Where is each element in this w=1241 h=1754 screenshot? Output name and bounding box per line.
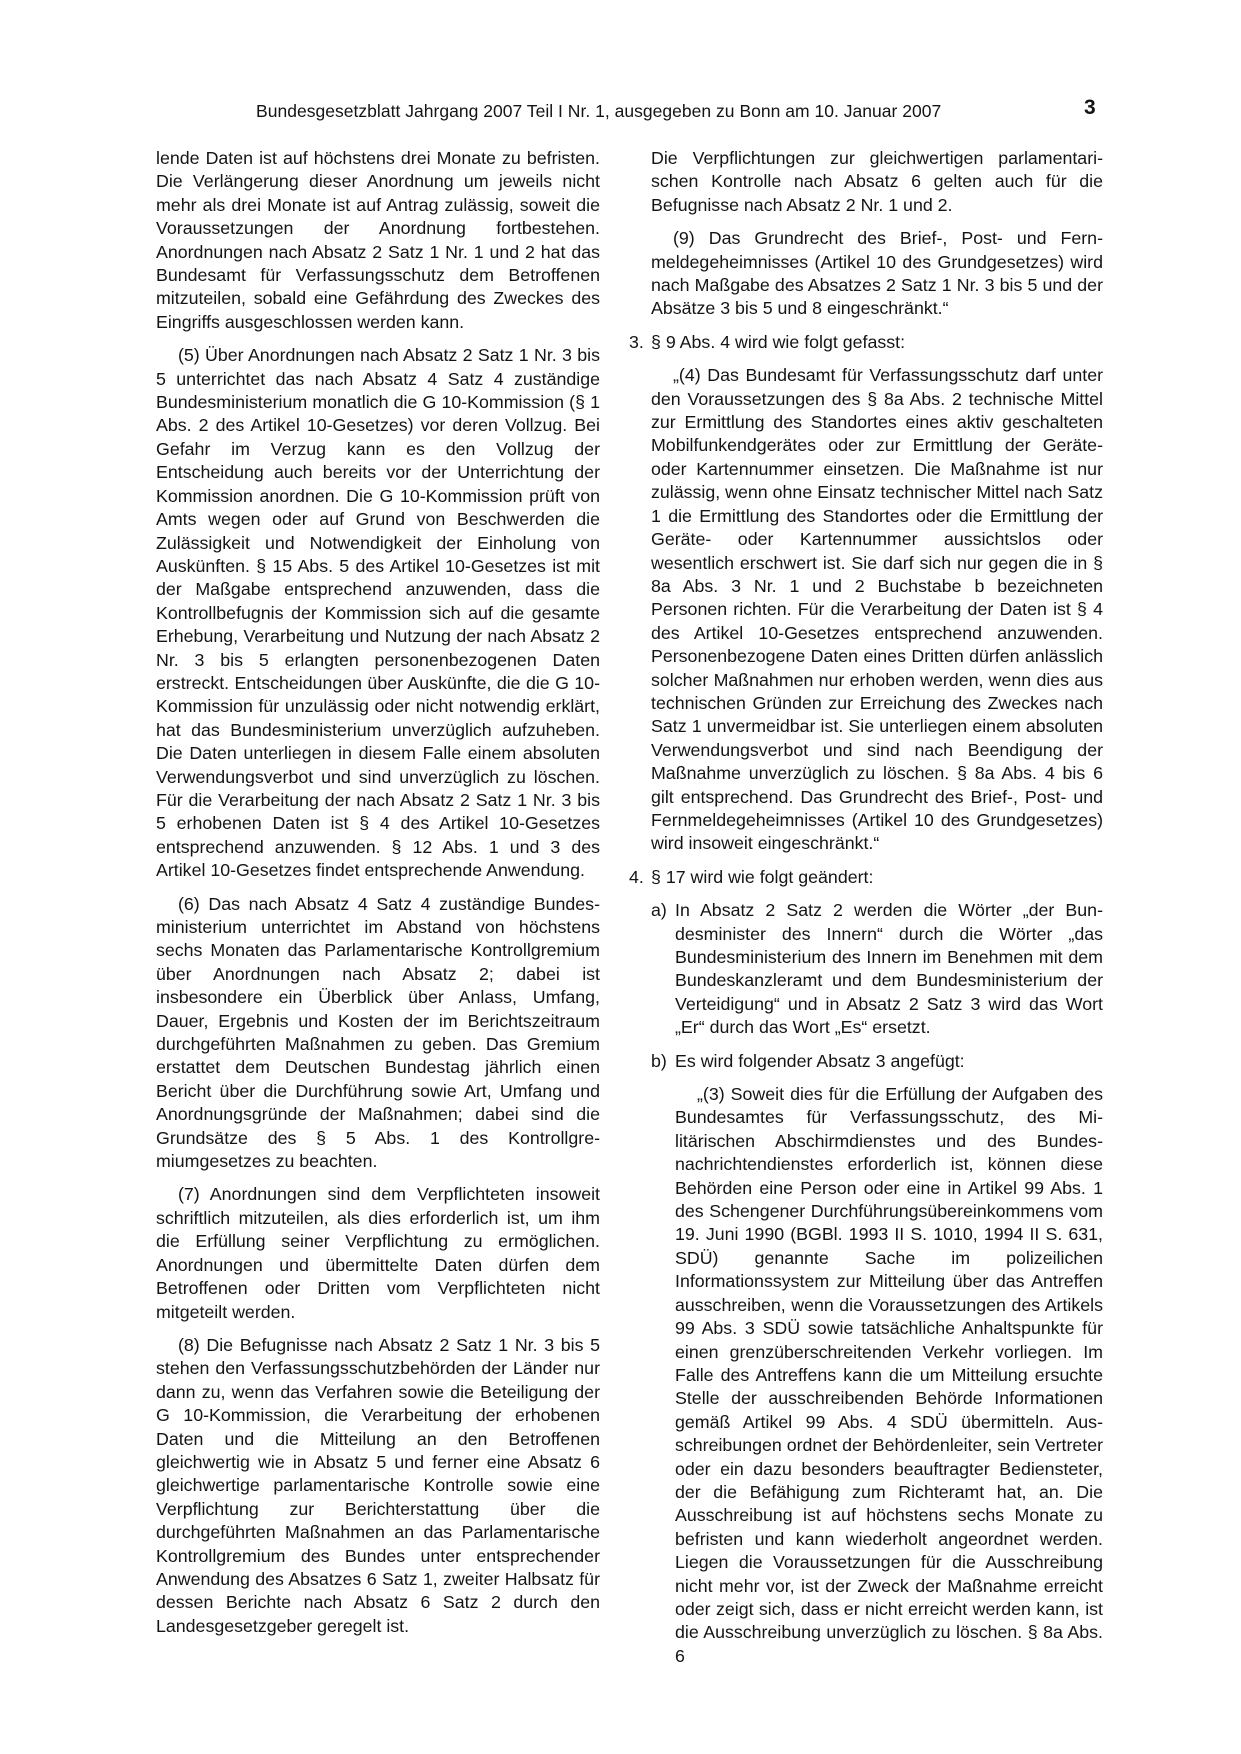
paragraph-5: (5) Über Anordnungen nach Absatz 2 Satz 1 Nr. 3 bis 5 unterrichtet das nach Absatz 4 Satz 4 zuständige Bundesministerium monatlich die G 10-Kommission (§ 1 Abs. 2 des Artikel 10-Gesetzes) vor deren Vollzug. Bei Gefahr im Verzug kann es den Vollzug der Entscheidung auch bereits vor der Unterrichtung der Kommission anordnen. Die G 10-Kommission prüft von Amts wegen oder auf Grund von Beschwerden die Zulässigkeit und Notwendigkeit der Einholung von Auskünften. § 15 Abs. 5 des Artikel 10-Gesetzes ist mit der Maßgabe entsprechend anzuwenden, dass die Kontrollbefugnis der Kommission sich auf die gesamte Erhebung, Verarbeitung und Nutzung der nach Absatz 2 Nr. 3 bis 5 erlangten personenbezogenen Daten erstreckt. Entscheidungen über Auskünfte, die die G 10-Kommission für unzulässig oder nicht notwendig erklärt, hat das Bundesministerium unverzüglich aufzuheben. Die Daten unterliegen in diesem Falle einem absoluten Verwendungsverbot und sind unverzüglich zu löschen. Für die Verarbeitung der nach Absatz 2 Satz 1 Nr. 3 bis 5 erhobenen Daten ist § 4 des Artikel 10-Gesetzes entsprechend anzuwenden. § 12 Abs. 1 und 3 des Artikel 10-Gesetzes findet entsprechende Anwendung. (156, 345, 600, 881)
list-item-number: 3. (629, 331, 644, 352)
sub-item-b (651, 1050, 1103, 1073)
list-item-4 (629, 866, 1103, 889)
sub-item-label: b) (651, 1050, 667, 1071)
paragraph-8: (8) Die Befugnisse nach Absatz 2 Satz 1 Nr. 3 bis 5 stehen den Verfassungsschutzbehörden der Länder nur dann zu, wenn das Verfahren sowie die Beteiligung der G 10-Kommission, die Verarbeitung der erhobenen Daten und die Mitteilung an den Betroffenen gleichwertig wie in Absatz 5 und ferner eine Absatz 6 gleichwertige parlamentarische Kontrolle sowie eine Verpflichtung zur Berichterstattung über die durchgeführten Maßnahmen an das Parlamentarische Kontrollgremium des Bundes unter entsprechender Anwendung des Absatzes 6 Satz 1, zweiter Halbsatz für dessen Berichte nach Absatz 6 Satz 2 durch den Landesgesetzgeber geregelt ist. (156, 1334, 600, 1636)
left-column (156, 147, 600, 1638)
list-item-number: 4. (629, 866, 644, 887)
paragraph-6: (6) Das nach Absatz 4 Satz 4 zuständige Bundesministerium unterrichtet im Abstand von höchstens sechs Monaten das Parlamentarische Kontrollgremium über Anordnungen nach Absatz 2; dabei ist insbesondere ein Überblick über Anlass, Umfang, Dauer, Ergebnis und Kosten der im Berichtszeitraum durchgeführten Maßnahmen zu geben. Das Gremium erstattet dem Deutschen Bundestag jährlich einen Bericht über die Durchführung sowie Art, Umfang und Anordnungsgründe der Maßnahmen; dabei sind die Grundsätze des § 5 Abs. 1 des Kontrollgremiumgesetzes zu beachten. (156, 893, 600, 1172)
list-item-3 (629, 331, 1103, 354)
running-header: Bundesgesetzblatt Jahrgang 2007 Teil I Nr. 1, ausgegeben zu Bonn am 10. Januar 2007 (256, 101, 942, 121)
list-item-text: § 17 wird wie folgt geändert: (651, 866, 874, 887)
sub-item-text: Es wird folgender Absatz 3 angefügt: (675, 1050, 965, 1071)
list-item-text: § 9 Abs. 4 wird wie folgt gefasst: (651, 331, 906, 352)
paragraph-continuation: lende Daten ist auf höchstens drei Monate zu befristen. Die Verlängerung dieser Anordnung um jeweils nicht mehr als drei Monate ist auf Antrag zulässig, soweit die Voraussetzungen der Anordnung fortbestehen. Anordnungen nach Absatz 2 Satz 1 Nr. 1 und 2 hat das Bundesamt für Verfassungsschutz dem Betroffenen mitzuteilen, sobald eine Gefährdung des Zweckes des Eingriffs ausgeschlossen werden kann. (156, 148, 600, 332)
paragraph-9: (9) Das Grundrecht des Brief-, Post- und Fernmeldegeheimnisses (Artikel 10 des Grundgesetzes) wird nach Maßgabe des Absatzes 2 Satz 1 Nr. 3 bis 5 und der Absätze 3 bis 5 und 8 eingeschränkt.“ (651, 228, 1103, 319)
page-number: 3 (1084, 96, 1096, 119)
sub-item-text: In Absatz 2 Satz 2 werden die Wörter „der Bundesminister des Innern“ durch die Wörter „das Bundesministerium des Innern im Benehmen mit dem Bundeskanzleramt und dem Bundesministerium der Verteidigung“ und in Absatz 2 Satz 3 wird das Wort „Er“ durch das Wort „Es“ ersetzt. (675, 900, 1103, 1038)
right-column (629, 147, 1103, 1668)
sub-item-a (651, 899, 1103, 1039)
quoted-paragraph-17-3: „(3) Soweit dies für die Erfüllung der Aufgaben des Bundesamtes für Verfassungsschutz, des Militärischen Abschirmdienstes und des Bundesnachrichtendienstes erforderlich ist, können diese Behörden eine Person oder eine in Artikel 99 Abs. 1 des Schengener Durchführungsübereinkommens vom 19. Juni 1990 (BGBl. 1993 II S. 1010, 1994 II S. 631, SDÜ) genannte Sache im polizeilichen Informationssystem zur Mitteilung über das Antreffen ausschreiben, wenn die Voraussetzungen des Artikels 99 Abs. 3 SDÜ sowie tatsächliche Anhaltspunkte für einen grenzüberschreitenden Verkehr vorliegen. Im Falle des Antreffens kann die um Mitteilung ersuchte Stelle der ausschreibenden Behörde Informationen gemäß Artikel 99 Abs. 4 SDÜ übermitteln. Ausschreibungen ordnet der Behördenleiter, sein Vertreter oder ein dazu besonders beauftragter Bediensteter, der die Befähigung zum Richteramt hat, an. Die Ausschreibung ist auf höchstens sechs Monate zu befristen und kann wiederholt angeordnet werden. Liegen die Voraussetzungen für die Ausschreibung nicht mehr vor, ist der Zweck der Maßnahme erreicht oder zeigt sich, dass er nicht erreicht werden kann, ist die Ausschreibung unverzüglich zu löschen. § 8a Abs. 6 (675, 1084, 1104, 1666)
quoted-paragraph-9-4: „(4) Das Bundesamt für Verfassungsschutz darf unter den Voraussetzungen des § 8a Abs. 2 technische Mittel zur Ermittlung des Standortes eines aktiv geschalteten Mobilfunkendgerätes oder zur Ermittlung der Geräte- oder Kartennummer einsetzen. Die Maßnahme ist nur zulässig, wenn ohne Einsatz technischer Mittel nach Satz 1 die Ermittlung des Standortes oder die Ermittlung der Geräte- oder Kartennummer aussichtslos oder wesentlich erschwert ist. Sie darf sich nur gegen die in § 8a Abs. 3 Nr. 1 und 2 Buchstabe b bezeichneten Personen richten. Für die Verarbeitung der Daten ist § 4 des Artikel 10-Gesetzes entsprechend anzuwenden. Personenbezogene Daten eines Dritten dürfen anlässlich solcher Maßnahmen nur erhoben werden, wenn dies aus technischen Gründen zur Erreichung des Zweckes nach Satz 1 unvermeidbar ist. Sie unterliegen einem absoluten Verwendungsverbot und sind nach Beendigung der Maßnahme unverzüglich zu löschen. § 8a Abs. 4 bis 6 gilt entsprechend. Das Grundrecht des Brief-, Post- und Fernmeldegeheimnisses (Artikel 10 des Grundgesetzes) wird insoweit eingeschränkt.“ (651, 365, 1103, 854)
paragraph-7: (7) Anordnungen sind dem Verpflichteten insoweit schriftlich mitzuteilen, als dies erforderlich ist, um ihm die Erfüllung seiner Verpflichtung zu ermöglichen. Anordnungen und übermittelte Daten dürfen dem Betroffenen oder Dritten vom Verpflichteten nicht mitgeteilt werden. (156, 1184, 600, 1322)
paragraph-8-continuation: Die Verpflichtungen zur gleichwertigen parlamentarischen Kontrolle nach Absatz 6 gelten auch für die Befugnisse nach Absatz 2 Nr. 1 und 2. (651, 148, 1103, 215)
sub-item-label: a) (651, 900, 667, 921)
